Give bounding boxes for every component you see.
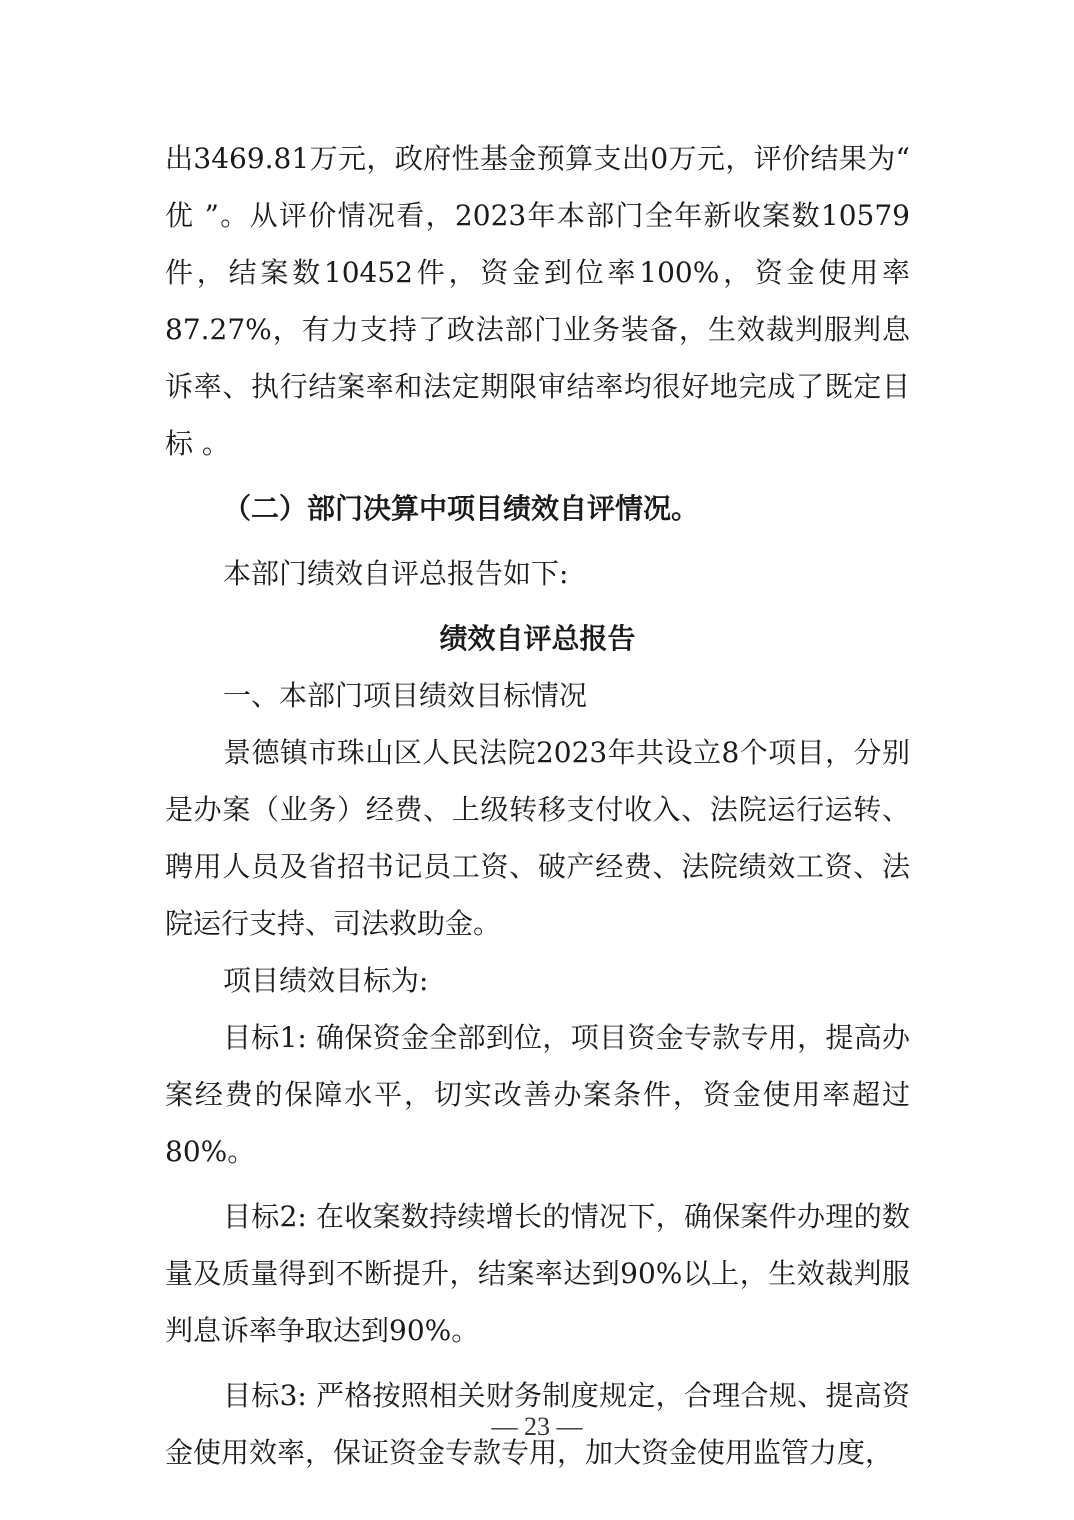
paragraph-goals-intro: 项目绩效目标为: (223, 964, 429, 997)
body-text (165, 130, 910, 1481)
page-number: — 23 — (491, 1412, 583, 1441)
subsection-heading: 一、本部门项目绩效目标情况 (223, 679, 588, 712)
paragraph-goal-1: 目标1: 确保资金全部到位，项目资金专款专用，提高办案经费的保障水平，切实改善办案条件，资金使用率超过80%。 (165, 1021, 910, 1168)
paragraph-projects: 景德镇市珠山区人民法院2023年共设立8个项目，分别是办案（业务）经费、上级转移支付收入、法院运行运转、聘用人员及省招书记员工资、破产经费、法院绩效工资、法院运行支持、司法救助金。 (165, 736, 910, 940)
paragraph-intro: 本部门绩效自评总报告如下: (223, 557, 569, 590)
section-heading: （二）部门决算中项目绩效自评情况。 (223, 492, 700, 525)
paragraph-goal-2: 目标2: 在收案数持续增长的情况下，确保案件办理的数量及质量得到不断提升，结案率达到90%以上，生效裁判服判息诉率争取达到90%。 (165, 1200, 910, 1347)
paragraph-goal-3: 目标3: 严格按照相关财务制度规定，合理合规、提高资金使用效率，保证资金专款专用，加大资金使用监管力度， (165, 1379, 910, 1469)
paragraph-continuation: 出3469.81万元，政府性基金预算支出0万元，评价结果为“ 优 ”。从评价情况看，2023年本部门全年新收案数10579件，结案数10452件，资金到位率100%，资金使用率87.27%，有力支持了政法部门业务装备，生效裁判服判息诉率、执行结案率和法定期限审结率均很好地完成了既定目标 。 (165, 142, 910, 460)
report-title: 绩效自评总报告 (439, 622, 636, 655)
